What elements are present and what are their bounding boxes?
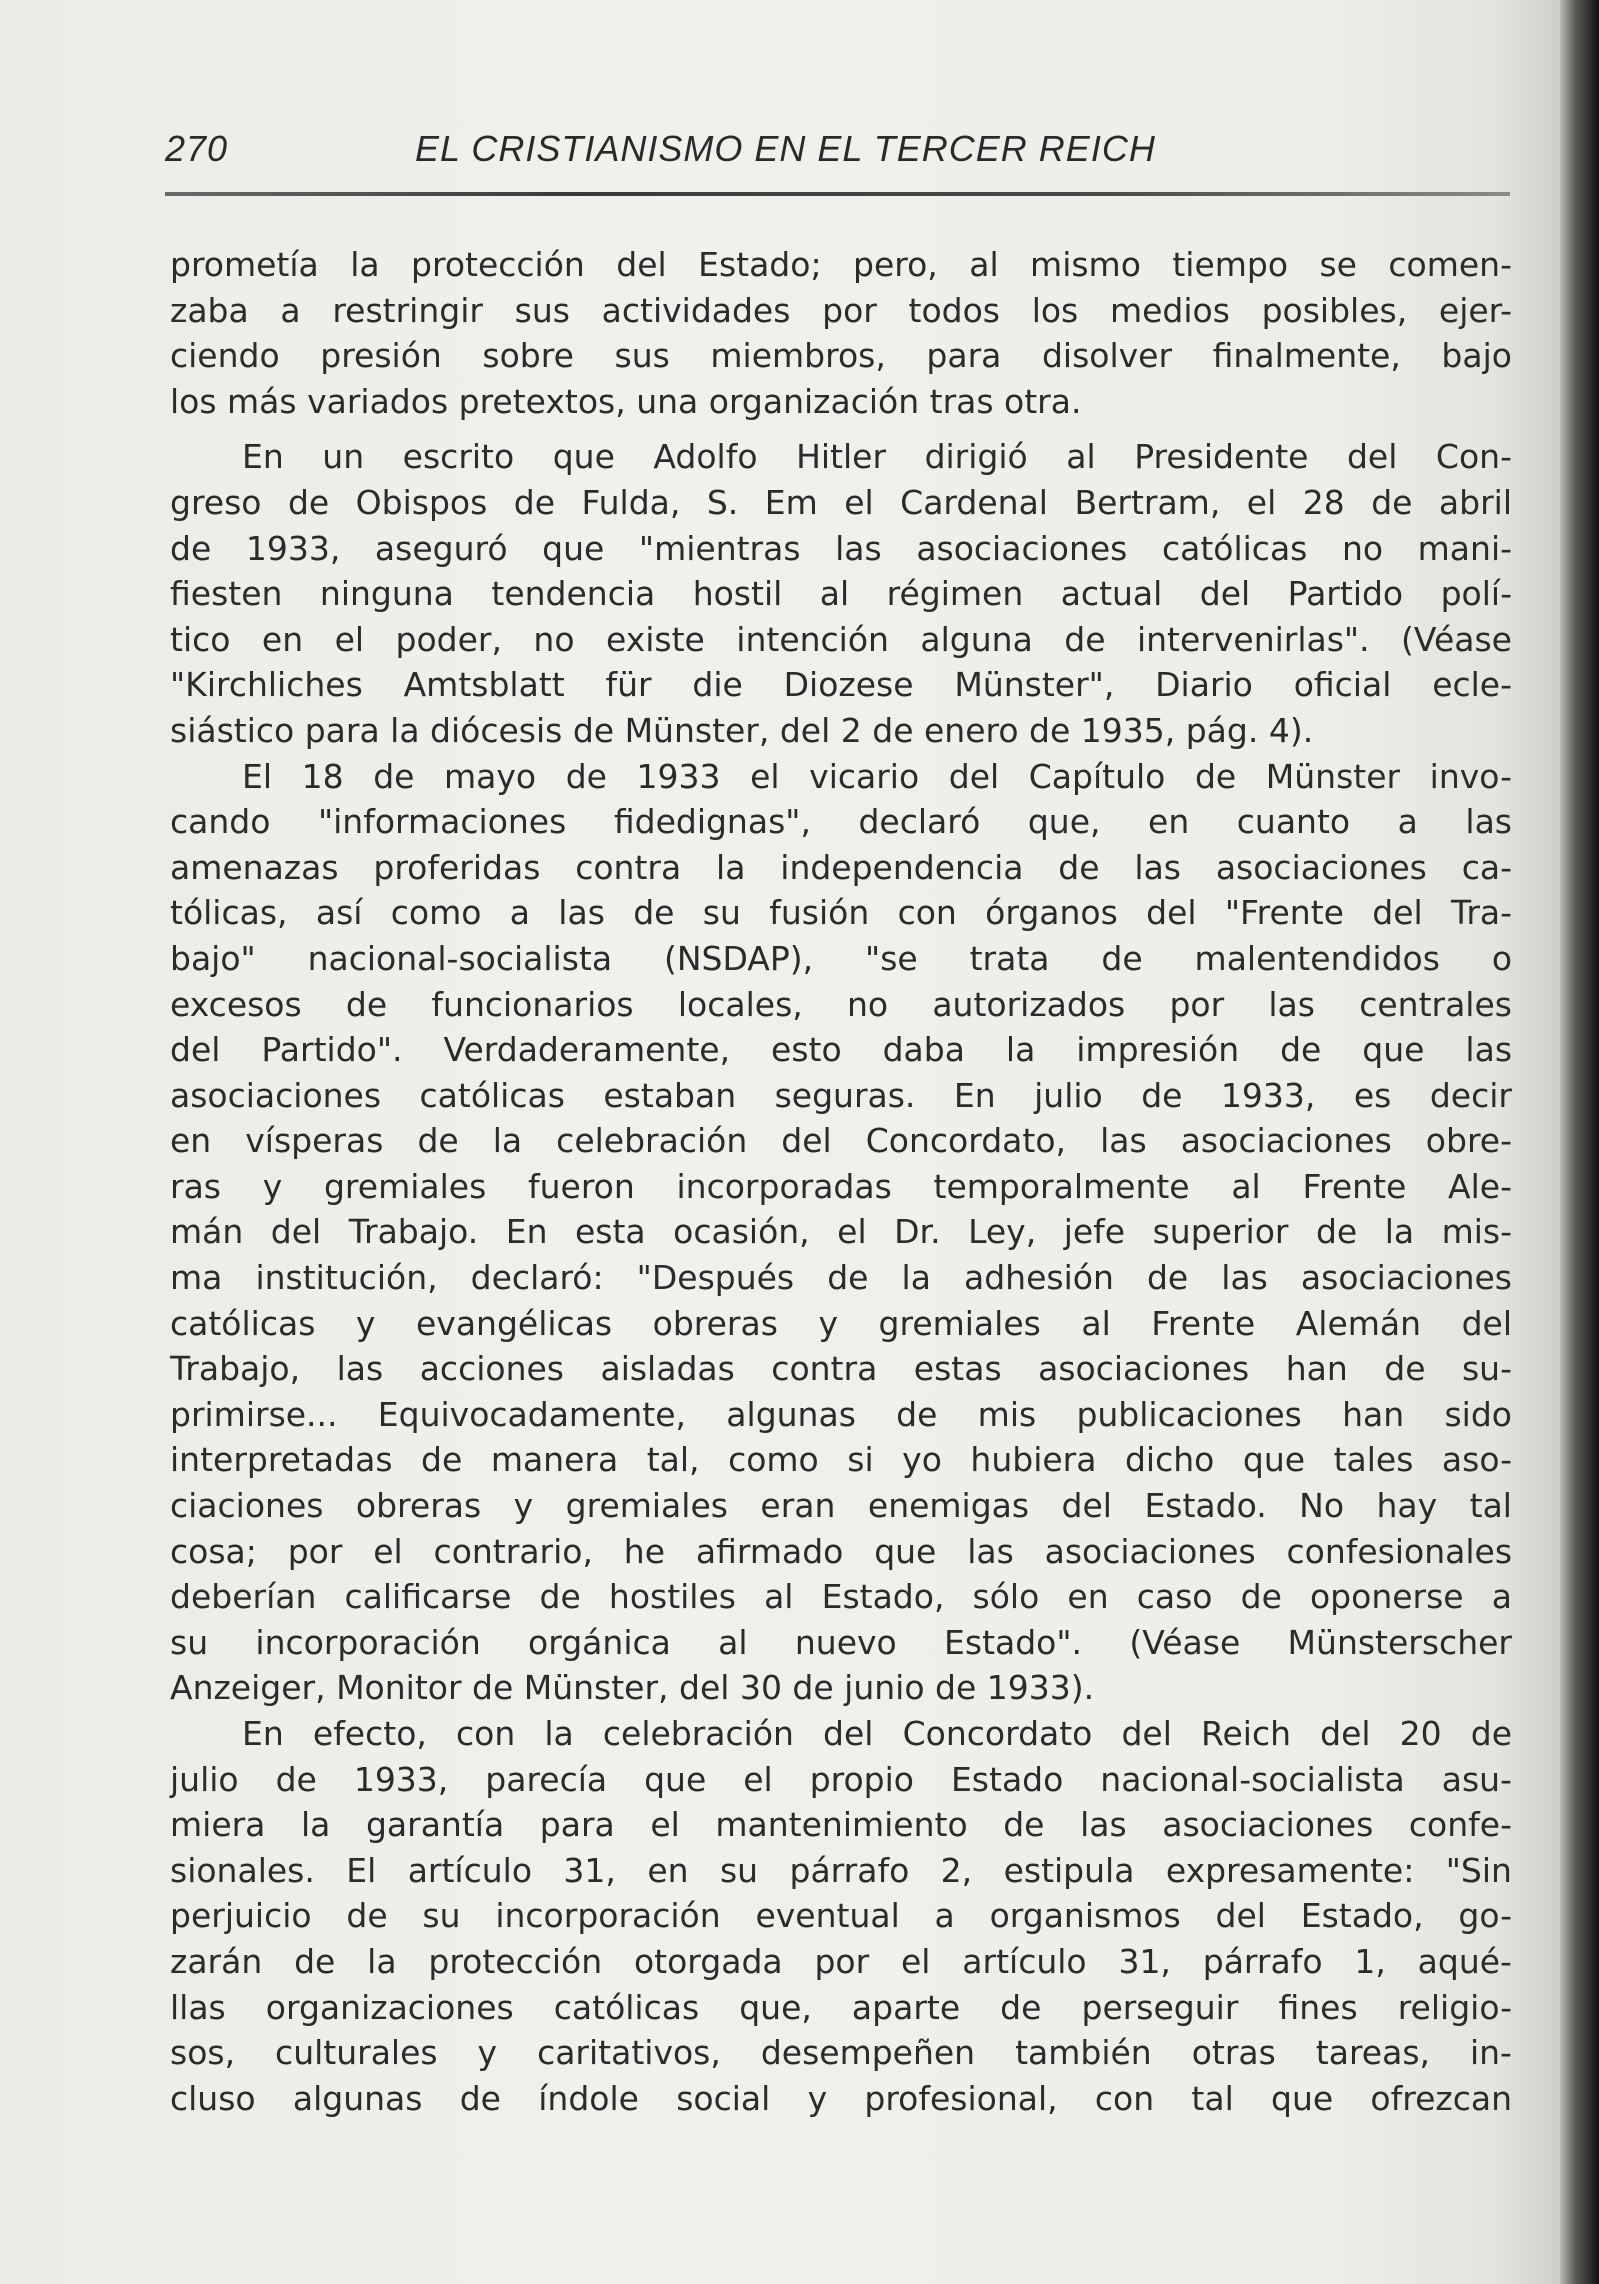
text-line: greso de Obispos de Fulda, S. Em el Cardenal Bertram, el 28 de abril <box>170 482 1512 522</box>
text-line: llas organizaciones católicas que, aparte de perseguir fines religio- <box>170 1987 1513 2027</box>
text-line: de 1933, aseguró que "mientras las asociaciones católicas no mani- <box>170 528 1513 568</box>
text-line: miera la garantía para el mantenimiento de las asociaciones confe- <box>170 1805 1512 1845</box>
text-line: mán del Trabajo. En esta ocasión, el Dr. Ley, jefe superior de la mis- <box>170 1212 1513 1252</box>
text-line: "Kirchliches Amtsblatt für die Diozese Münster", Diario oficial ecle- <box>170 665 1513 705</box>
text-line: Trabajo, las acciones aisladas contra estas asociaciones han de su- <box>170 1349 1513 1389</box>
text-line: tico en el poder, no existe intención alguna de intervenirlas". (Véase <box>170 619 1512 659</box>
text-line: su incorporación orgánica al nuevo Estado". (Véase Münsterscher <box>170 1622 1512 1662</box>
text-line: los más variados pretextos, una organización tras otra. <box>170 381 1082 421</box>
header-rule <box>165 192 1510 196</box>
text-line: fiesten ninguna tendencia hostil al régimen actual del Partido polí- <box>170 574 1512 614</box>
body-text <box>170 242 1512 2121</box>
text-line: excesos de funcionarios locales, no autorizados por las centrales <box>170 984 1512 1024</box>
text-line: ma institución, declaró: "Después de la adhesión de las asociaciones <box>170 1258 1512 1298</box>
text-line: sionales. El artículo 31, en su párrafo 2, estipula expresamente: "Sin <box>170 1850 1512 1890</box>
text-line: católicas y evangélicas obreras y gremiales al Frente Alemán del <box>170 1303 1512 1343</box>
text-line: bajo" nacional-socialista (NSDAP), "se trata de malentendidos o <box>170 938 1513 978</box>
text-line: ciendo presión sobre sus miembros, para disolver finalmente, bajo <box>170 336 1512 376</box>
text-line: zaba a restringir sus actividades por todos los medios posibles, ejer- <box>170 290 1513 330</box>
page-header <box>165 128 1510 188</box>
text-line: En efecto, con la celebración del Concordato del Reich del 20 de <box>242 1714 1513 1753</box>
text-line: cosa; por el contrario, he afirmado que las asociaciones confesionales <box>170 1531 1513 1571</box>
text-line: sos, culturales y caritativos, desempeñen también otras tareas, in- <box>170 2033 1512 2073</box>
text-line: tólicas, así como a las de su fusión con órganos del "Frente del Tra- <box>170 893 1513 933</box>
text-line: cluso algunas de índole social y profesional, con tal que ofrezcan <box>170 2078 1512 2118</box>
text-line: cando "informaciones fidedignas", declaró que, en cuanto a las <box>170 802 1512 842</box>
text-line: amenazas proferidas contra la independencia de las asociaciones ca- <box>170 847 1512 887</box>
text-line: siástico para la diócesis de Münster, del 2 de enero de 1935, pág. 4). <box>170 710 1314 750</box>
text-line: en vísperas de la celebración del Concordato, las asociaciones obre- <box>170 1121 1512 1161</box>
page-number: 270 <box>165 128 229 169</box>
text-line: Anzeiger, Monitor de Münster, del 30 de junio de 1933). <box>170 1668 1095 1708</box>
text-line: asociaciones católicas estaban seguras. En julio de 1933, es decir <box>170 1075 1512 1115</box>
text-line: primirse... Equivocadamente, algunas de mis publicaciones han sido <box>170 1394 1512 1434</box>
page-gutter-shadow <box>1560 0 1599 2284</box>
text-line: En un escrito que Adolfo Hitler dirigió al Presidente del Con- <box>242 437 1512 477</box>
text-line: julio de 1933, parecía que el propio Estado nacional-socialista asu- <box>170 1759 1512 1799</box>
running-title: EL CRISTIANISMO EN EL TERCER REICH <box>415 128 1156 169</box>
text-line: perjuicio de su incorporación eventual a organismos del Estado, go- <box>170 1896 1513 1936</box>
text-line: El 18 de mayo de 1933 el vicario del Capítulo de Münster invo- <box>242 756 1513 796</box>
text-line: interpretadas de manera tal, como si yo hubiera dicho que tales aso- <box>170 1440 1513 1480</box>
text-line: ciaciones obreras y gremiales eran enemigas del Estado. No hay tal <box>170 1486 1512 1526</box>
text-line: prometía la protección del Estado; pero, al mismo tiempo se comen- <box>170 245 1513 284</box>
text-line: del Partido". Verdaderamente, esto daba la impresión de que las <box>170 1030 1513 1070</box>
text-line: zarán de la protección otorgada por el artículo 31, párrafo 1, aqué- <box>170 1941 1512 1981</box>
text-line: ras y gremiales fueron incorporadas temporalmente al Frente Ale- <box>170 1166 1513 1206</box>
text-line: deberían calificarse de hostiles al Estado, sólo en caso de oponerse a <box>170 1577 1512 1617</box>
